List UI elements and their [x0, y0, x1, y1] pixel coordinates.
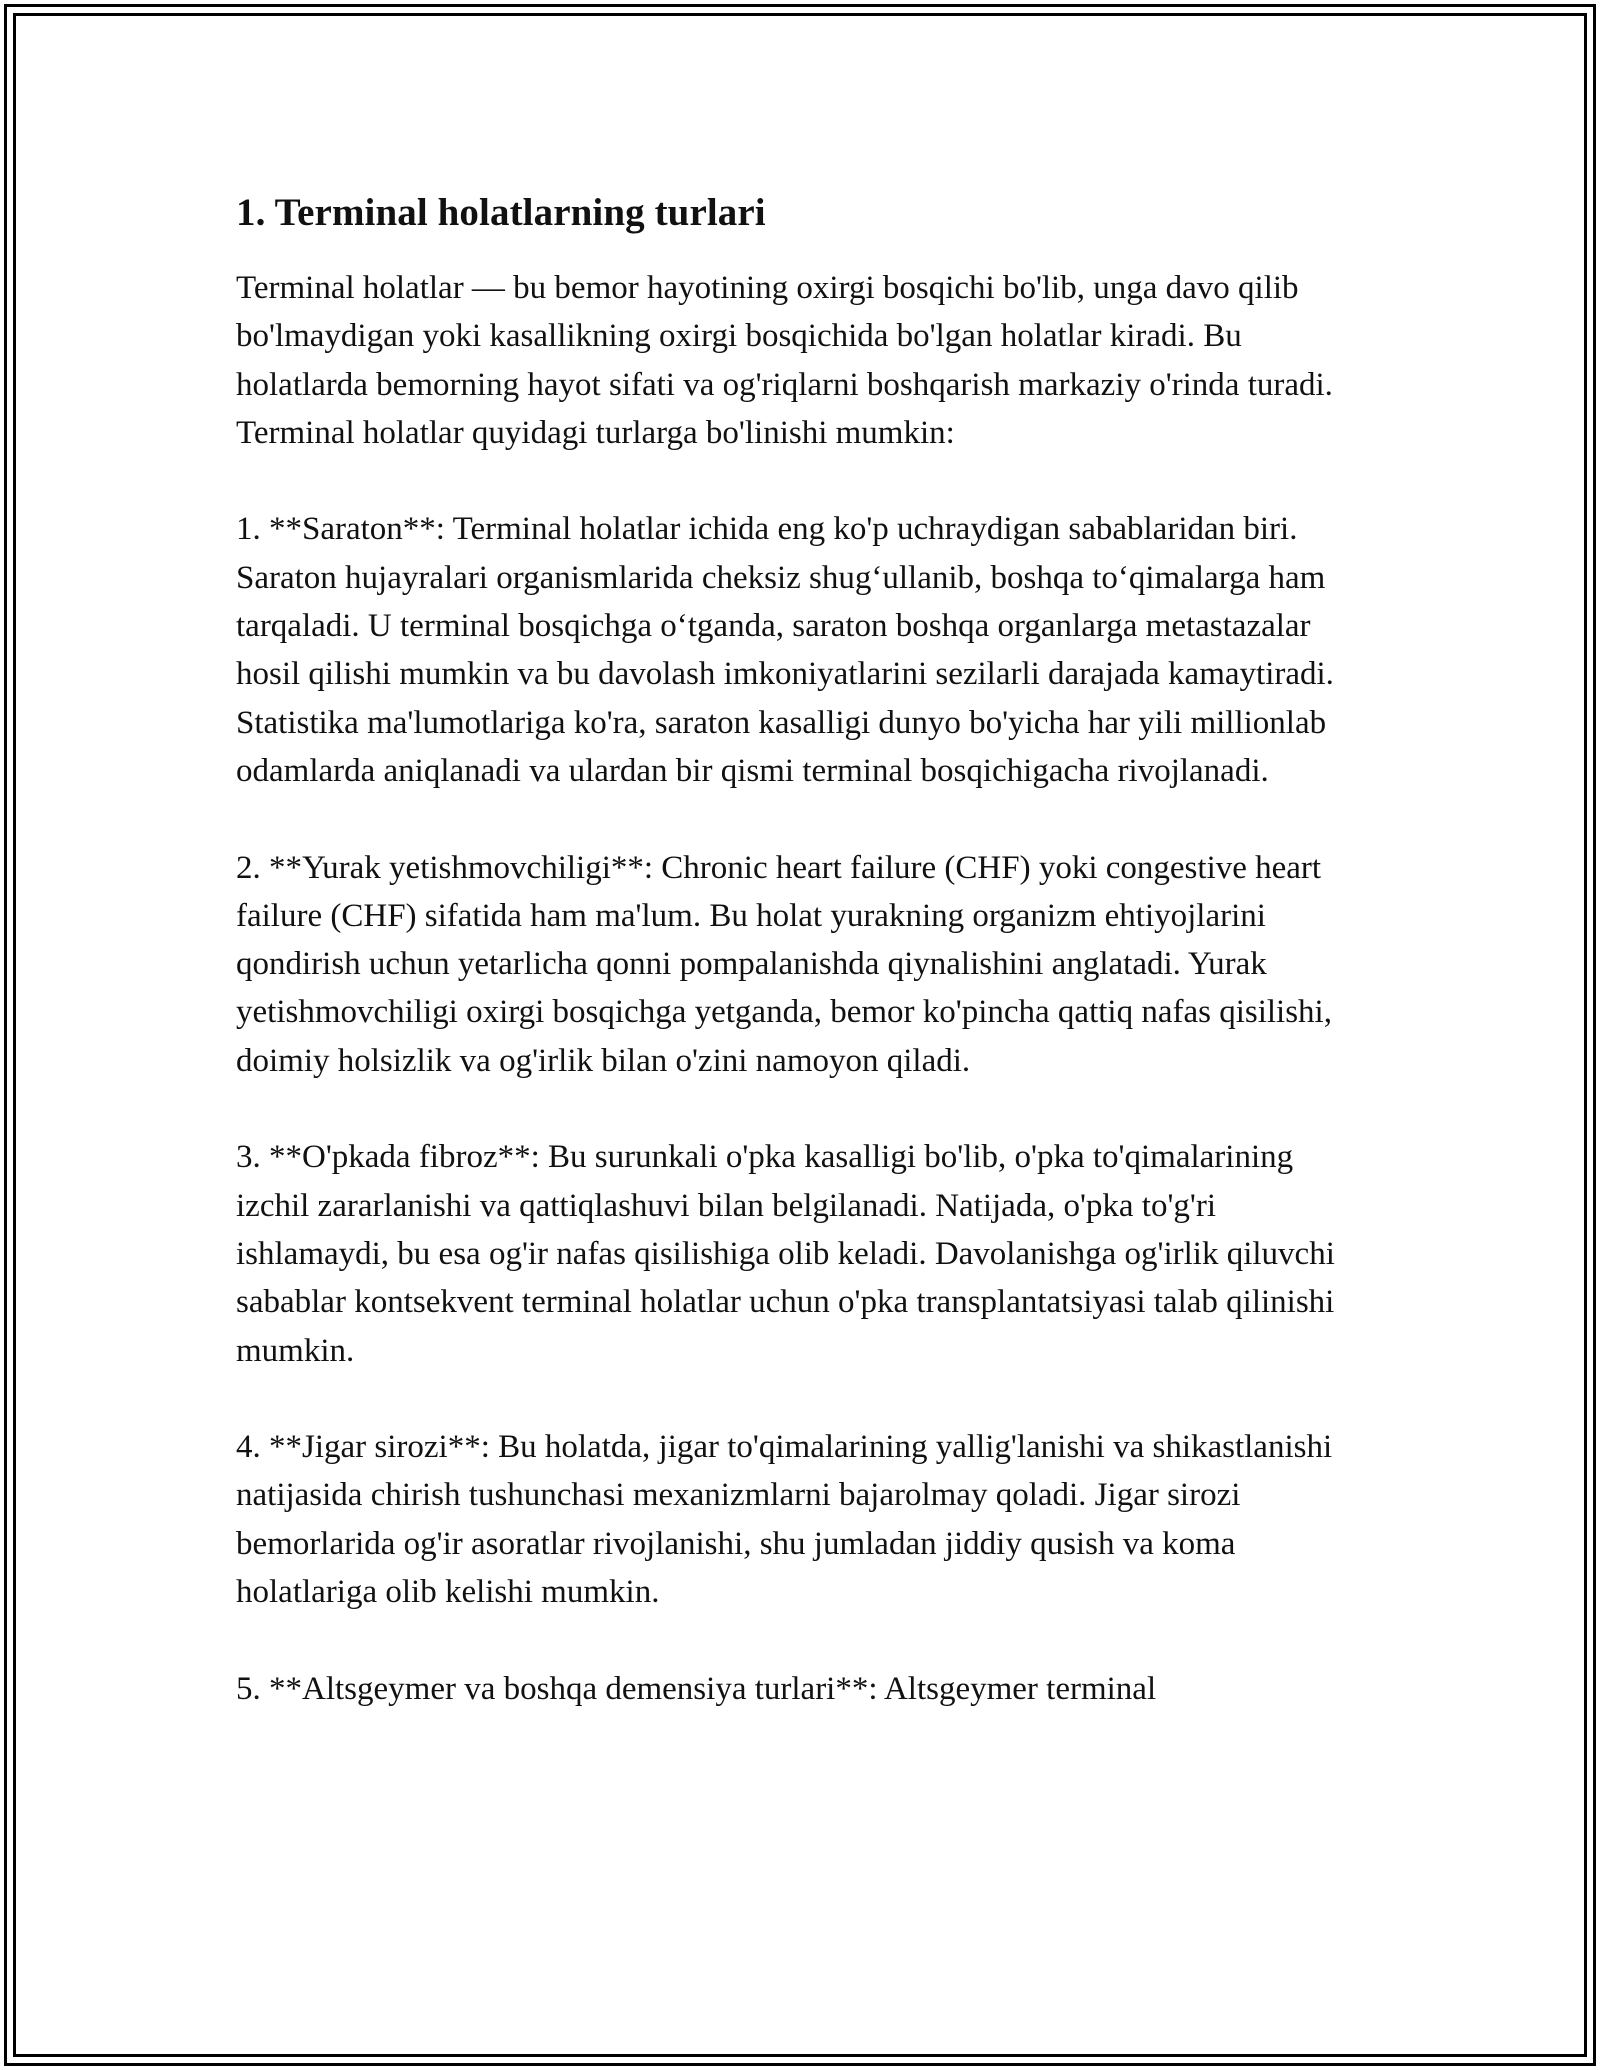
list-item-yurak-yetishmovchiligi: 2. **Yurak yetishmovchiligi**: Chronic heart failure (CHF) yoki congestive heart failure (CHF) sifatida ham ma'lum. Bu holat yurakning organizm ehtiyojlarini qondirish uchun yetarlicha qonni pompalanishda qiynalishini anglatadi. Yurak yetishmovchiligi oxirgi bosqichga yetganda, bemor ko'pincha qattiq nafas qisilishi, doimiy holsizlik va og'irlik bilan o'zini namoyon qiladi.: [236, 849, 1332, 1079]
list-item-saraton: 1. **Saraton**: Terminal holatlar ichida eng ko'p uchraydigan sabablaridan biri. Saraton hujayralari organismlarida cheksiz shug‘ullanib, boshqa to‘qimalarga ham tarqaladi. U terminal bosqichga o‘tganda, saraton boshqa organlarga metastazalar hosil qilishi mumkin va bu davolash imkoniyatlarini sezilarli darajada kamaytiradi. Statistika ma'lumotlariga ko'ra, saraton kasalligi dunyo bo'yicha har yili millionlab odamlarda aniqlanadi va ulardan bir qismi terminal bosqichigacha rivojlanadi.: [236, 511, 1334, 789]
document-body: [236, 186, 1366, 1713]
list-item-altsgeymer: 5. **Altsgeymer va boshqa demensiya turlari**: Altsgeymer terminal: [236, 1670, 1157, 1707]
intro-paragraph: Terminal holatlar — bu bemor hayotining oxirgi bosqichi bo'lib, unga davo qilib bo'lmaydigan yoki kasallikning oxirgi bosqichida bo'lgan holatlar kiradi. Bu holatlarda bemorning hayot sifati va og'riqlarni boshqarish markaziy o'rinda turadi. Terminal holatlar quyidagi turlarga bo'linishi mumkin:: [236, 270, 1333, 451]
list-item-jigar-sirozi: 4. **Jigar sirozi**: Bu holatda, jigar to'qimalarining yallig'lanishi va shikastlanishi natijasida chirish tushunchasi mexanizmlarni bajarolmay qoladi. Jigar sirozi bemorlarida og'ir asoratlar rivojlanishi, shu jumladan jiddiy qusish va koma holatlariga olib kelishi mumkin.: [236, 1429, 1333, 1611]
list-item-opkada-fibroz: 3. **O'pkada fibroz**: Bu surunkali o'pka kasalligi bo'lib, o'pka to'qimalarining izchil zararlanishi va qattiqlashuvi bilan belgilanadi. Natijada, o'pka to'g'ri ishlamaydi, bu esa og'ir nafas qisilishiga olib keladi. Davolanishga og'irlik qiluvchi sabablar kontsekvent terminal holatlar uchun o'pka transplantatsiyasi talab qilinishi mumkin.: [236, 1139, 1335, 1369]
section-heading: 1. Terminal holatlarning turlari: [236, 191, 766, 234]
